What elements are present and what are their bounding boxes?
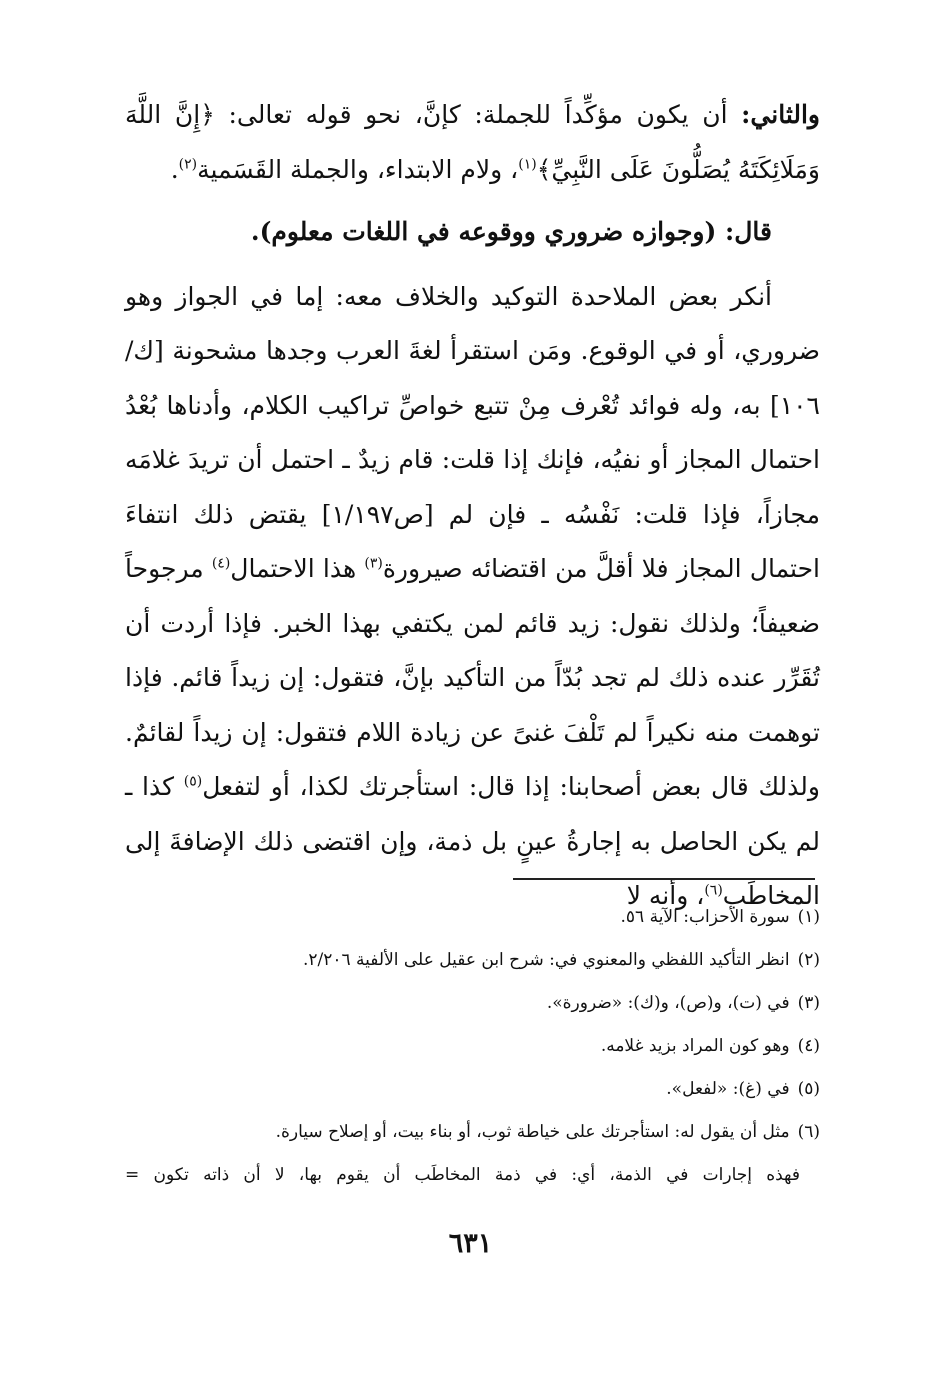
footnote-text: في (غ): «لفعل». — [666, 1079, 790, 1099]
footnote-ref[interactable]: (٦) — [704, 882, 723, 899]
paragraph-text: مرجوحاً ضعيفاً؛ ولذلك نقول: زيد قائم لمن يكتفي بهذا الخبر. فإذا أردت أن تُقَرِّر عنده ذلك لم تجد بُدّاً من التأكيد بإنَّ، فتقول: إن زيداً قائم. فإذا توهمت منه نكيراً لم تَلْفَ غنىً عن زيادة اللام فتقول: إن زيداً لقائمٌ. ولذلك قال بعض أصحابنا: إذا قال: استأجرتك لكذا، أو لتفعل — [125, 554, 820, 801]
section-heading: قال: (وجوازه ضروري ووقوعه في اللغات معلوم). — [250, 217, 772, 246]
paragraph-second — [125, 270, 820, 924]
page-body — [125, 88, 820, 924]
paragraph-first — [125, 88, 820, 197]
footnote-number: (٣) — [797, 993, 820, 1013]
footnote-text: مثل أن يقول له: استأجرتك على خياطة ثوب، أو بناء بيت، أو إصلاح سيارة. — [275, 1122, 790, 1142]
footnote-separator — [513, 878, 815, 880]
footnote-number: (٥) — [797, 1079, 820, 1099]
footnote-ref[interactable]: (٣) — [364, 555, 383, 572]
footnote-ref[interactable]: (١) — [518, 156, 537, 173]
footnote-text: انظر التأكيد اللفظي والمعنوي في: شرح ابن عقيل على الألفية ٢/٢٠٦. — [302, 950, 790, 970]
footnote-ref[interactable]: (٢) — [178, 156, 198, 173]
page-number: ٦٣١ — [448, 1228, 493, 1259]
footnote-item — [125, 1025, 820, 1068]
footnote-text: وهو كون المراد بزيد غلامه. — [600, 1036, 790, 1056]
paragraph-text: أن يكون مؤكِّداً للجملة: كإنَّ، نحو قوله تعالى: ﴿إِنَّ اللَّهَ وَمَلَائِكَتَهُ يُصَلُّونَ عَلَى النَّبِيِّ﴾ — [125, 100, 820, 184]
paragraph-text: كذا ـ لم يكن الحاصل به إجارةُ عينٍ بل ذمة، وإن اقتضى ذلك الإضافةَ إلى المخاطَب — [125, 772, 820, 910]
footnote-item — [125, 939, 820, 982]
footnote-item — [125, 896, 820, 939]
footnote-number: (٦) — [797, 1122, 820, 1142]
paragraph-text: أنكر بعض الملاحدة التوكيد والخلاف معه: إما في الجواز وهو ضروري، أو في الوقوع. ومَن استقرأ لغةَ العرب وجدها مشحونة [ك/١٠٦] به، وله فوائد تُعْرف مِنْ تتبع خواصِّ تراكيب الكلام، وأدناها بُعْدُ احتمال المجاز أو نفيُه، فإنك إذا قلت: قام زيدٌ ـ احتمل أن تريدَ غلامَه مجازاً، فإذا قلت: نَفْسُه ـ فإن لم [ص١/١٩٧] يقتض ذلك انتفاءَ احتمال المجاز فلا أقلَّ من اقتضائه صيرورة — [125, 281, 820, 583]
footnote-number: (١) — [797, 907, 820, 927]
footnote-text: سورة الأحزاب: الآية ٥٦. — [620, 907, 790, 927]
footnotes — [125, 896, 820, 1197]
paragraph-text: . — [170, 154, 179, 184]
footnote-item — [125, 1111, 820, 1154]
lead-term: والثاني: — [741, 100, 820, 129]
footnote-number: (٤) — [797, 1036, 820, 1056]
footnote-item — [125, 982, 820, 1025]
paragraph-text: هذا الاحتمال — [230, 554, 365, 583]
footnote-number: (٢) — [797, 950, 820, 970]
footnote-ref[interactable]: (٥) — [183, 773, 203, 790]
paragraph-text: ، وأنه لا — [626, 881, 705, 910]
footnote-ref[interactable]: (٤) — [211, 555, 231, 572]
footnote-item — [125, 1068, 820, 1111]
footnote-text: في (ت)، و(ص)، و(ك): «ضرورة». — [546, 993, 790, 1013]
footnote-continuation: فهذه إجارات في الذمة، أي: في ذمة المخاطَب أن يقوم بها، لا أن ذاته تكون = — [125, 1165, 800, 1185]
paragraph-text: ، ولام الابتداء، والجملة القَسَمية — [197, 154, 519, 184]
